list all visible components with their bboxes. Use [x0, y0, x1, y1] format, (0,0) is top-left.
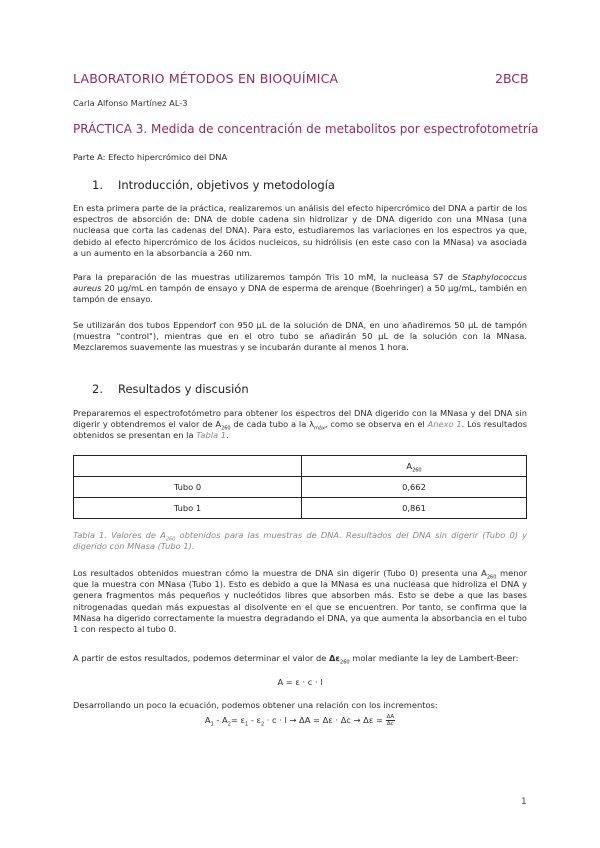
practice-title: PRÁCTICA 3. Medida de concentración de metabolitos por espectrofotometría [73, 122, 539, 136]
document-header-title: LABORATORIO MÉTODOS EN BIOQUÍMICA [73, 71, 339, 86]
table-row [74, 477, 527, 498]
results-intro-paragraph [73, 408, 527, 442]
table-caption [73, 530, 527, 552]
results-text-c: , como se observa en el [324, 419, 428, 430]
lambert-beer-paragraph [73, 653, 527, 664]
formula-part: = ε [230, 715, 245, 725]
lambert-subscript: 260 [340, 659, 350, 666]
discussion-paragraph [73, 568, 527, 635]
results-text-d: . Los resultados obtenidos se presentan en la [73, 419, 527, 441]
section-2-title: Resultados y discusión [118, 382, 249, 396]
samples-paragraph [73, 272, 527, 306]
samples-text-b: 20 μg/mL en tampón de ensayo y DNA de esperma de arenque (Boehringer) a 50 μg/mL, también en tampón de ensayo. [73, 283, 527, 305]
formula-part: A [204, 715, 211, 725]
fraction-denominator: Δc [386, 721, 394, 727]
section-1-title: Introducción, objetivos y metodología [118, 178, 335, 192]
lambert-text-a: A partir de estos resultados, podemos determinar el valor de [73, 653, 329, 663]
samples-text-a: Para la preparación de las muestras utilizaremos tampón Tris 10 mM, la nucleasa S7 de [73, 272, 463, 282]
lambda-max-subscript: máx [314, 425, 325, 432]
table-cell-value: 0,662 [302, 477, 527, 498]
page-number: 1 [521, 797, 527, 807]
results-text-e: . [226, 430, 229, 441]
method-paragraph: Se utilizarán dos tubos Eppendorf con 950 μL de la solución de DNA, en uno añadiremos 50 μL de tampón (muestra "control"), mientras que en el otro tubo se añadirán 50 μL de la solución con la MNasa. Mezclaremos suavemente las muestras y se incubarán durante al menos 1 hora. [73, 320, 527, 353]
section-2-number: 2. [92, 382, 103, 396]
a260-subscript: 260 [221, 425, 231, 432]
table-header-label: A [406, 461, 413, 471]
discussion-text-b: menor que la muestra con MNasa (Tubo 1). Esto es debido a que la MNasa es una nucleasa que hidroliza el DNA y genera fragmentos más pequeños y nucleótidos libres que absorben más. Esto se debe a que las bases nitrogenadas quedan más expuestas al disolvente en el que se encuentren. Por tanto, se confirma que la MNasa ha digerido correctamente la muestra degradando el DNA, ya que aumenta la absorbancia en el tubo 1 con respecto al tubo 0. [73, 568, 527, 635]
table-header-subscript: 260 [412, 467, 422, 474]
formula-part: · c · l → ΔA = Δε · Δc → Δε = [264, 715, 386, 725]
intro-paragraph: En esta primera parte de la práctica, realizaremos un análisis del efecto hipercrómico del DNA a partir de los espectros de absorción de: DNA de doble cadena sin hidrolizar y de DNA digerido con una MNasa (una nucleasa que corta las cadenas del DNA). Para esto, estudiaremos las variaciones en los espectros ya que, debido al efecto hipercrómico de los ácidos nucleicos, su hidrólisis (en este caso con la MNasa) va asociada a un aumento en la absorbancia a 260 nm. [73, 203, 527, 258]
caption-subscript: 260 [165, 536, 176, 543]
caption-text-b: obtenidos para las muestras de DNA. Resultados del DNA sin digerir (Tubo 0) y digerido con MNasa (Tubo 1). [73, 530, 528, 552]
formula-subscript: 2 [227, 721, 231, 728]
delta-epsilon-symbol: Δε [329, 653, 341, 663]
lambert-beer-formula: A = ε · c · l [277, 677, 323, 687]
formula-part: - ε [248, 715, 261, 725]
table-header-a260 [302, 456, 527, 477]
table-cell-value: 0,861 [302, 498, 527, 519]
caption-text-a: Tabla 1. Valores de A [73, 530, 166, 540]
section-2-heading [92, 382, 249, 396]
formula-subscript: 1 [210, 721, 214, 728]
increments-formula [0, 714, 600, 727]
formula-subscript: 2 [260, 721, 265, 728]
lambert-text-b: molar mediante la ley de Lambert-Beer: [349, 653, 519, 663]
section-1-heading [92, 178, 335, 192]
formula-subscript: 1 [245, 721, 249, 728]
results-text-a: Prepararemos el espectrofotómetro para obtener los espectros del DNA digerido con la MNasa y del DNA sin digerir y obtendremos el valor de A [73, 408, 527, 430]
annex-reference[interactable]: Anexo 1 [427, 419, 462, 430]
discussion-subscript: 260 [486, 574, 497, 581]
part-title: Parte A: Efecto hipercrómico del DNA [73, 152, 228, 162]
results-text-b: de cada tubo a la λ [230, 419, 315, 430]
increments-paragraph: Desarrollando un poco la ecuación, podemos obtener una relación con los incrementos: [73, 700, 438, 710]
section-1-number: 1. [92, 178, 103, 192]
table-header-row [74, 456, 527, 477]
species-name: Staphylococcus aureus [73, 272, 527, 294]
delta-fraction [386, 714, 396, 727]
discussion-text-a: Los resultados obtenidos muestran cómo la muestra de DNA sin digerir (Tubo 0) presenta una A [73, 568, 487, 578]
table-reference[interactable]: Tabla 1 [196, 430, 227, 441]
results-table [73, 455, 527, 519]
author-line: Carla Alfonso Martínez AL-3 [73, 98, 188, 108]
table-header-empty [74, 456, 302, 477]
document-header-code: 2BCB [495, 71, 529, 86]
formula-part: - A [213, 715, 228, 725]
table-row [74, 498, 527, 519]
table-cell-label: Tubo 1 [74, 498, 302, 519]
table-cell-label: Tubo 0 [74, 477, 302, 498]
fraction-numerator: ΔA [386, 714, 395, 720]
